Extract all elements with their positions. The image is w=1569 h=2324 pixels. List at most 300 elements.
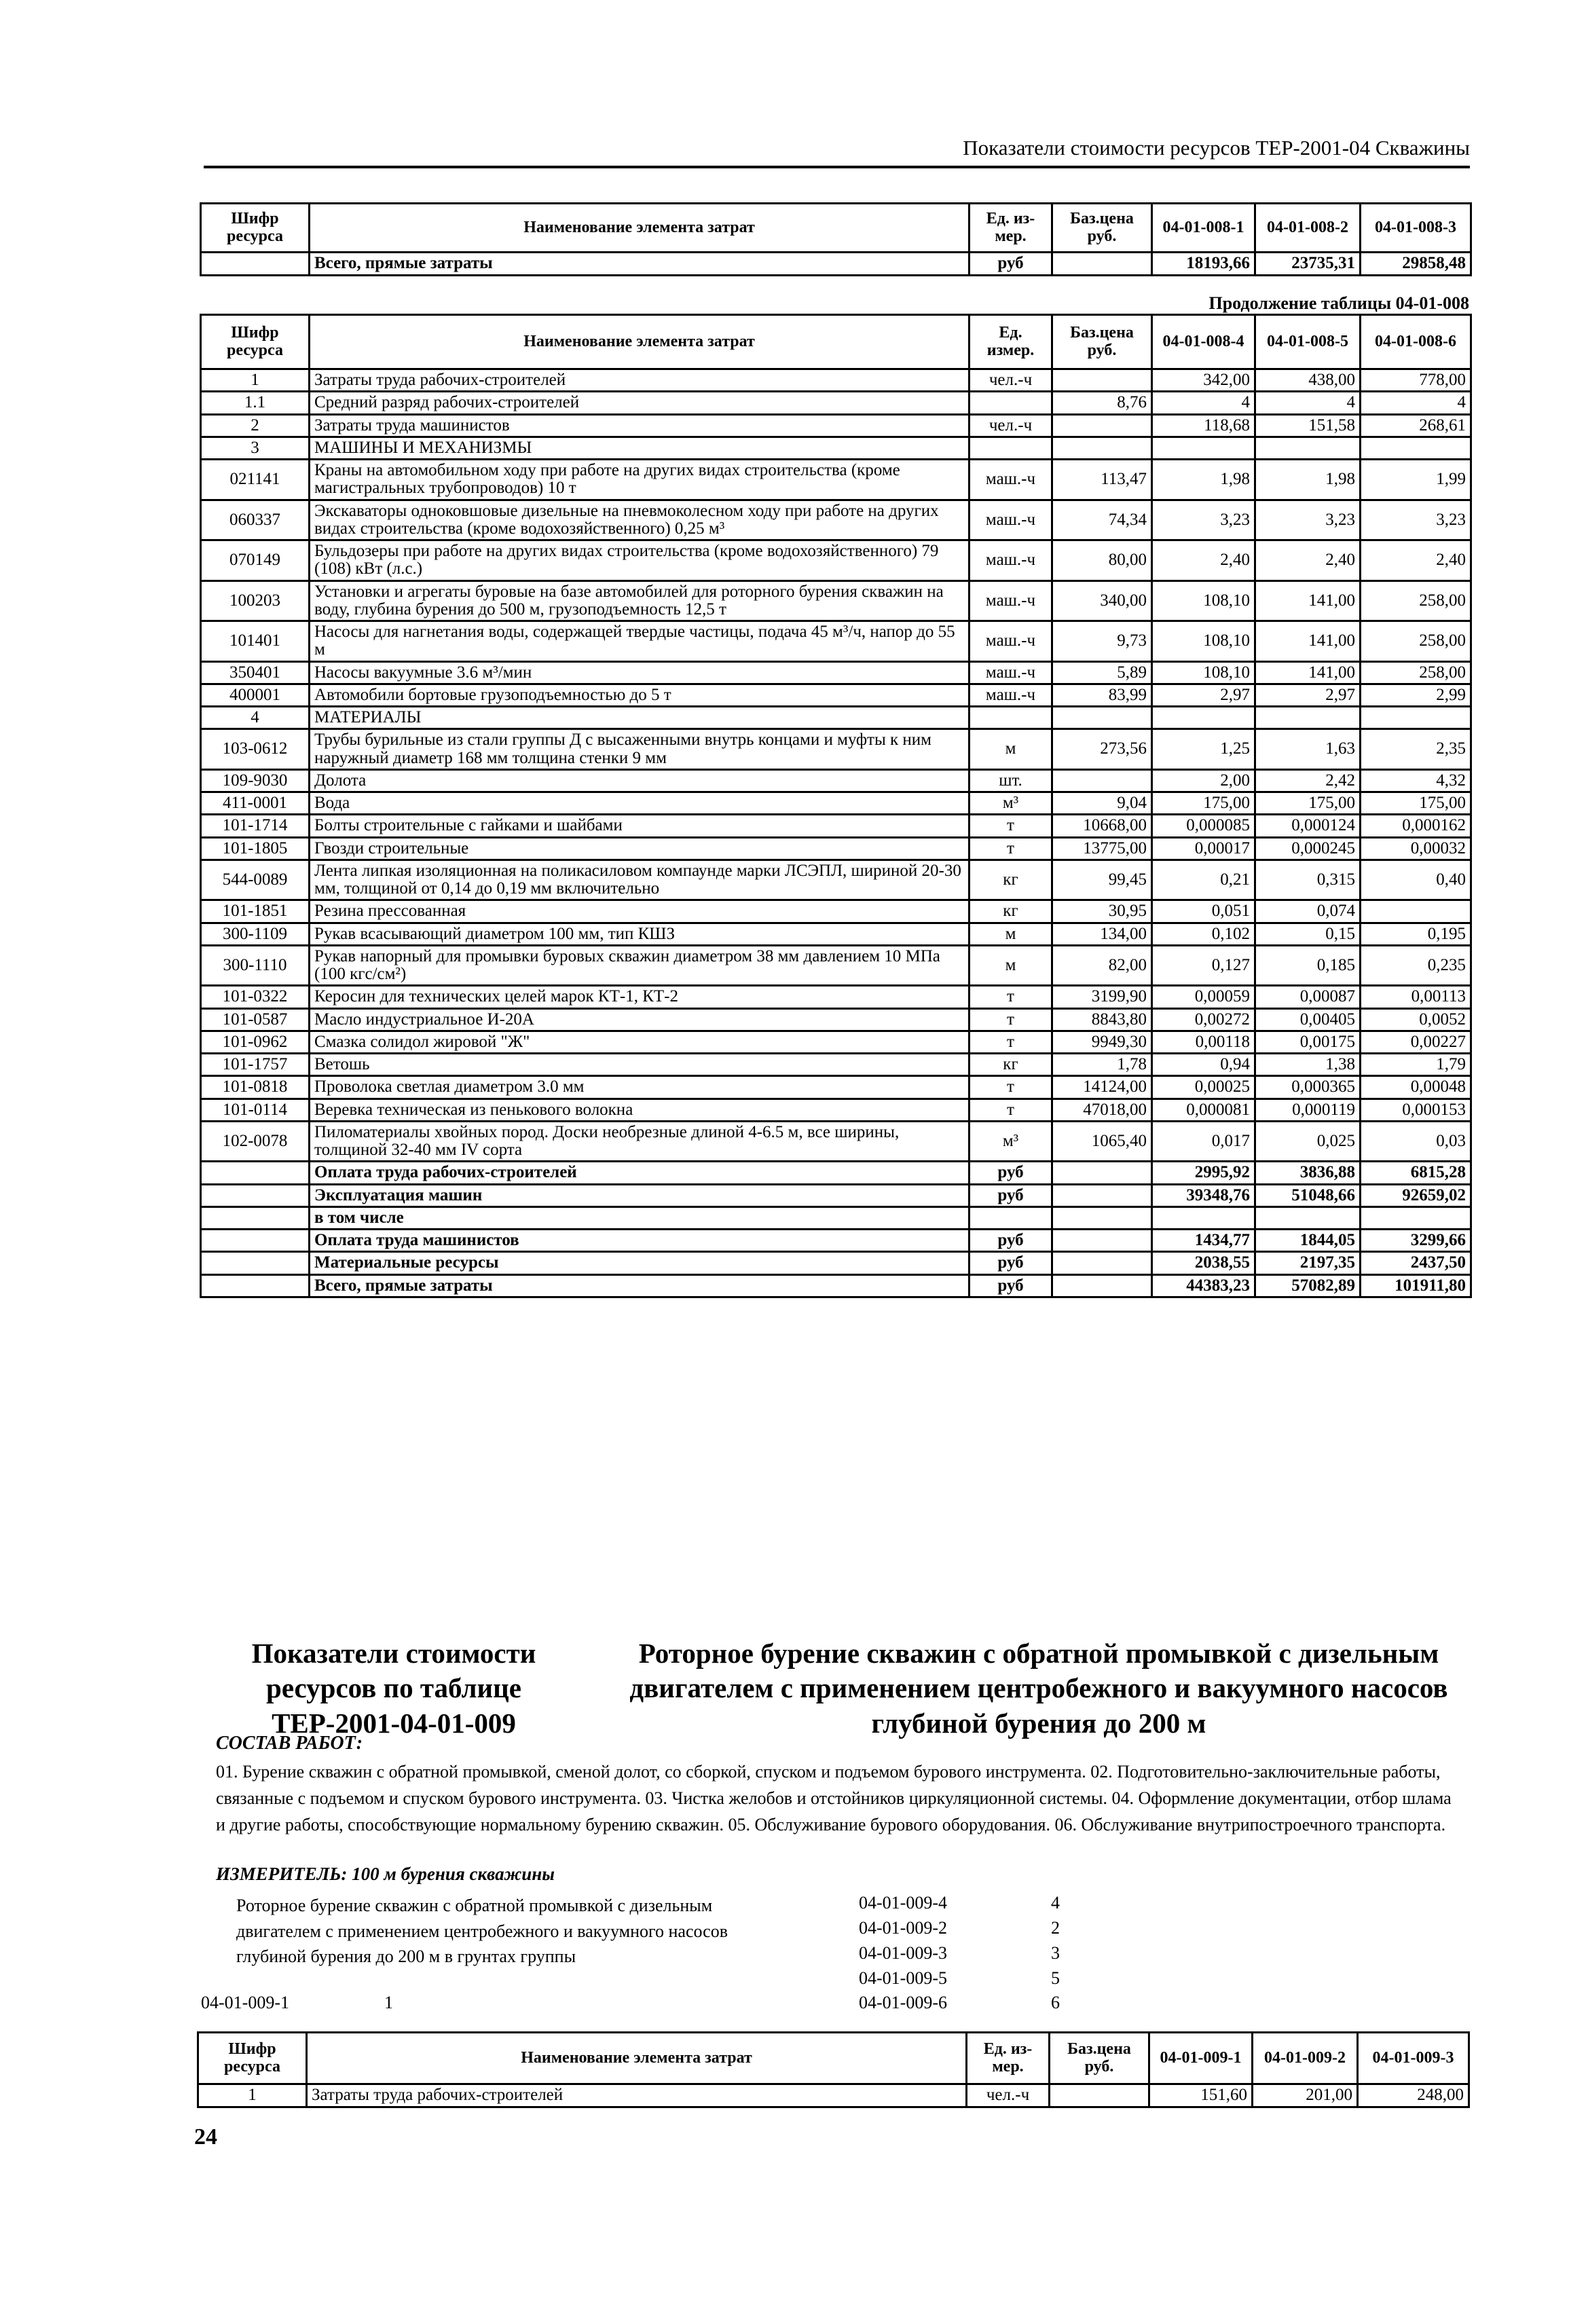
cell-unit: маш.-ч	[970, 661, 1052, 684]
cell-value: 4	[1255, 392, 1361, 414]
cell-unit: т	[970, 1076, 1052, 1099]
cell-unit: маш.-ч	[970, 684, 1052, 706]
table-row	[201, 1162, 1471, 1184]
cell-code: 300-1109	[201, 923, 310, 945]
cell-value: 2,40	[1255, 540, 1361, 581]
table-row	[201, 621, 1471, 662]
list-item-num: 2	[1051, 1918, 1060, 1938]
cell-value: 141,00	[1255, 621, 1361, 662]
cell-value: 0,00175	[1255, 1031, 1361, 1053]
cell-value: 438,00	[1255, 369, 1361, 392]
cell-name: Проволока светлая диаметром 3.0 мм	[310, 1076, 970, 1099]
cell-price: 8843,80	[1052, 1008, 1152, 1031]
cell-value: 258,00	[1361, 621, 1471, 662]
page-number: 24	[194, 2124, 217, 2150]
table-row	[201, 769, 1471, 792]
cell-value: 0,00059	[1152, 986, 1255, 1008]
cell-value: 0,000153	[1361, 1099, 1471, 1121]
table-row	[201, 945, 1471, 986]
cell-price	[1052, 437, 1152, 459]
cell-value: 0,025	[1255, 1121, 1361, 1162]
cell-value: 1,98	[1255, 460, 1361, 500]
cell-value: 1,38	[1255, 1054, 1361, 1076]
cell-unit: т	[970, 986, 1052, 1008]
cell-value: 151,58	[1255, 414, 1361, 437]
cell-unit: кг	[970, 860, 1052, 900]
cell-price	[1052, 1230, 1152, 1252]
cell-price	[1050, 2084, 1149, 2107]
cell-price	[1052, 769, 1152, 792]
cell-unit: м	[970, 729, 1052, 770]
cell-unit: маш.-ч	[970, 540, 1052, 581]
cell-unit: маш.-ч	[970, 621, 1052, 662]
cell-value: 175,00	[1361, 792, 1471, 815]
table-row	[201, 369, 1471, 392]
cell-name: Масло индустриальное И-20А	[310, 1008, 970, 1031]
header-col-2: 04-01-008-5	[1255, 315, 1361, 369]
table-body	[201, 369, 1471, 1297]
cell-name: Рукав напорный для промывки буровых скважин диаметром 38 мм давлением 10 МПа (100 кгс/см²)	[310, 945, 970, 986]
header-unit: Ед. измер.	[970, 315, 1052, 369]
cell-value: 18193,66	[1152, 253, 1255, 276]
cell-price: 3199,90	[1052, 986, 1152, 1008]
table-row	[201, 460, 1471, 500]
cell-price	[1052, 369, 1152, 392]
cell-value	[1152, 437, 1255, 459]
cell-name: Резина прессованная	[310, 900, 970, 923]
cell-unit: руб	[970, 1274, 1052, 1297]
cell-code: 101-1851	[201, 900, 310, 923]
cell-value	[1255, 707, 1361, 729]
cell-unit: т	[970, 837, 1052, 860]
cell-price	[1052, 1162, 1152, 1184]
cell-value: 0,03	[1361, 1121, 1471, 1162]
cell-price	[1052, 707, 1152, 729]
cell-value: 1,25	[1152, 729, 1255, 770]
cell-unit: м³	[970, 1121, 1052, 1162]
cell-value: 2,97	[1255, 684, 1361, 706]
cell-unit: руб	[970, 1252, 1052, 1274]
page-header: Показатели стоимости ресурсов ТЕР-2001-04 Скважины	[204, 136, 1470, 168]
cell-value: 778,00	[1361, 369, 1471, 392]
cell-value	[1361, 1206, 1471, 1229]
cell-unit: чел.-ч	[967, 2084, 1050, 2107]
cell-name: МАШИНЫ И МЕХАНИЗМЫ	[310, 437, 970, 459]
table-row	[198, 2084, 1469, 2107]
cell-value: 0,00087	[1255, 986, 1361, 1008]
cell-price: 99,45	[1052, 860, 1152, 900]
cell-value: 101911,80	[1361, 1274, 1471, 1297]
cell-name: Пиломатериалы хвойных пород. Доски необрезные длиной 4-6.5 м, все ширины, толщиной 32-40 мм IV сорта	[310, 1121, 970, 1162]
cell-value: 108,10	[1152, 661, 1255, 684]
cell-code: 2	[201, 414, 310, 437]
cell-value: 0,00025	[1152, 1076, 1255, 1099]
cell-price: 273,56	[1052, 729, 1152, 770]
cell-value	[1255, 1206, 1361, 1229]
table-row	[201, 392, 1471, 414]
cell-unit: чел.-ч	[970, 414, 1052, 437]
list-description: Роторное бурение скважин с обратной промывкой с дизельным двигателем с применением центробежного и вакуумного насосов глубиной бурения до 200 м в грунтах группы	[236, 1896, 728, 1967]
cell-name: Эксплуатация машин	[310, 1184, 970, 1206]
cell-value: 0,000162	[1361, 815, 1471, 837]
cell-price	[1052, 1206, 1152, 1229]
cell-value: 0,000245	[1255, 837, 1361, 860]
cell-value: 44383,23	[1152, 1274, 1255, 1297]
cell-price: 47018,00	[1052, 1099, 1152, 1121]
cell-code	[201, 1230, 310, 1252]
table-row	[201, 900, 1471, 923]
table-row	[201, 1230, 1471, 1252]
cell-value: 0,235	[1361, 945, 1471, 986]
cell-value: 108,10	[1152, 621, 1255, 662]
cell-name: Установки и агрегаты буровые на базе автомобилей для роторного бурения скважин на воду, глубина бурения до 500 м, грузоподъемность 12,5 т	[310, 580, 970, 621]
cell-unit: м	[970, 945, 1052, 986]
cell-name: Керосин для технических целей марок КТ-1, КТ-2	[310, 986, 970, 1008]
cell-value: 201,00	[1253, 2084, 1358, 2107]
cell-code: 1	[201, 369, 310, 392]
cell-unit: т	[970, 1099, 1052, 1121]
header-col-3: 04-01-009-3	[1358, 2033, 1469, 2084]
cell-name: Веревка техническая из пенькового волокна	[310, 1099, 970, 1121]
cell-value: 39348,76	[1152, 1184, 1255, 1206]
cell-name: Затраты труда рабочих-строителей	[310, 369, 970, 392]
cell-value: 0,195	[1361, 923, 1471, 945]
cell-value: 1434,77	[1152, 1230, 1255, 1252]
cell-name: Экскаваторы одноковшовые дизельные на пневмоколесном ходу при работе на других видах строительства (кроме водохозяйственного) 0,25 м³	[310, 500, 970, 540]
cell-value: 1844,05	[1255, 1230, 1361, 1252]
cell-value: 51048,66	[1255, 1184, 1361, 1206]
cell-unit	[970, 1206, 1052, 1229]
cell-unit	[970, 437, 1052, 459]
cell-unit: руб	[970, 1230, 1052, 1252]
cell-value: 2038,55	[1152, 1252, 1255, 1274]
cell-value: 0,074	[1255, 900, 1361, 923]
cell-value: 1,98	[1152, 460, 1255, 500]
header-unit: Ед. из-мер.	[970, 204, 1052, 253]
cell-value: 0,00118	[1152, 1031, 1255, 1053]
cell-code	[201, 1274, 310, 1297]
cell-value: 2197,35	[1255, 1252, 1361, 1274]
table-row	[201, 815, 1471, 837]
cell-value: 4	[1361, 392, 1471, 414]
cell-code: 1	[198, 2084, 307, 2107]
table-row	[201, 500, 1471, 540]
cell-value: 0,000119	[1255, 1099, 1361, 1121]
cell-price: 14124,00	[1052, 1076, 1152, 1099]
cell-name: Рукав всасывающий диаметром 100 мм, тип КШЗ	[310, 923, 970, 945]
cell-code: 103-0612	[201, 729, 310, 770]
table-row	[201, 1184, 1471, 1206]
cell-value: 141,00	[1255, 661, 1361, 684]
cell-value: 248,00	[1358, 2084, 1469, 2107]
cell-value: 0,40	[1361, 860, 1471, 900]
header-col-1: 04-01-008-4	[1152, 315, 1255, 369]
cell-value: 2437,50	[1361, 1252, 1471, 1274]
cell-name: Оплата труда рабочих-строителей	[310, 1162, 970, 1184]
cell-unit: маш.-ч	[970, 500, 1052, 540]
table-row	[201, 707, 1471, 729]
cell-name: Оплата труда машинистов	[310, 1230, 970, 1252]
cell-unit	[970, 392, 1052, 414]
cell-price: 30,95	[1052, 900, 1152, 923]
cell-price: 13775,00	[1052, 837, 1152, 860]
list-left-num: 1	[384, 1993, 393, 2012]
cell-name: Долота	[310, 769, 970, 792]
list-item-num: 3	[1051, 1943, 1060, 1963]
cell-code: 101-0818	[201, 1076, 310, 1099]
cell-code: 4	[201, 707, 310, 729]
table-row	[201, 1121, 1471, 1162]
cell-price	[1052, 1252, 1152, 1274]
cell-value	[1152, 1206, 1255, 1229]
cell-code	[201, 1206, 310, 1229]
cell-code: 350401	[201, 661, 310, 684]
table-row	[201, 253, 1471, 276]
cell-price: 134,00	[1052, 923, 1152, 945]
header-col-2: 04-01-009-2	[1253, 2033, 1358, 2084]
cell-value: 3,23	[1152, 500, 1255, 540]
table-row	[201, 1076, 1471, 1099]
cell-price: 8,76	[1052, 392, 1152, 414]
list-item-code: 04-01-009-2	[859, 1918, 947, 1938]
list-left-code: 04-01-009-1	[201, 1993, 289, 2012]
cell-value: 3,23	[1361, 500, 1471, 540]
cell-code	[201, 1184, 310, 1206]
cell-unit: т	[970, 1031, 1052, 1053]
cell-name: МАТЕРИАЛЫ	[310, 707, 970, 729]
cell-name: Материальные ресурсы	[310, 1252, 970, 1274]
cell-value: 0,15	[1255, 923, 1361, 945]
cell-value	[1361, 900, 1471, 923]
cell-price: 80,00	[1052, 540, 1152, 581]
cell-value: 0,102	[1152, 923, 1255, 945]
cell-value: 0,00405	[1255, 1008, 1361, 1031]
table-row	[201, 923, 1471, 945]
table-row	[201, 1206, 1471, 1229]
cell-code: 101-0587	[201, 1008, 310, 1031]
cell-name: Вода	[310, 792, 970, 815]
header-price: Баз.цена руб.	[1052, 204, 1152, 253]
header-col-1: 04-01-008-1	[1152, 204, 1255, 253]
cell-code: 101-1757	[201, 1054, 310, 1076]
table-row	[201, 837, 1471, 860]
cell-value: 2,99	[1361, 684, 1471, 706]
cell-code: 102-0078	[201, 1121, 310, 1162]
cell-price	[1052, 1184, 1152, 1206]
cell-code: 101-0962	[201, 1031, 310, 1053]
cell-price: 1,78	[1052, 1054, 1152, 1076]
cell-value: 3836,88	[1255, 1162, 1361, 1184]
table-row	[201, 1008, 1471, 1031]
cell-code: 101-1714	[201, 815, 310, 837]
table-row	[201, 414, 1471, 437]
cell-value: 2,40	[1361, 540, 1471, 581]
table-row	[201, 540, 1471, 581]
table-row	[201, 986, 1471, 1008]
cell-value: 0,315	[1255, 860, 1361, 900]
cell-unit: руб	[970, 253, 1052, 276]
cell-code: 411-0001	[201, 792, 310, 815]
cell-code: 3	[201, 437, 310, 459]
cell-name: Всего, прямые затраты	[310, 253, 970, 276]
cell-price: 5,89	[1052, 661, 1152, 684]
cell-code: 1.1	[201, 392, 310, 414]
cell-value: 0,017	[1152, 1121, 1255, 1162]
cell-value: 2,97	[1152, 684, 1255, 706]
cell-value: 118,68	[1152, 414, 1255, 437]
cell-value: 258,00	[1361, 580, 1471, 621]
cell-price: 83,99	[1052, 684, 1152, 706]
cell-price: 340,00	[1052, 580, 1152, 621]
cell-code: 101-0114	[201, 1099, 310, 1121]
cell-unit: м	[970, 923, 1052, 945]
table-row	[201, 1099, 1471, 1121]
cell-value: 1,79	[1361, 1054, 1471, 1076]
list-item-code: 04-01-009-6	[859, 1993, 947, 2012]
cell-value	[1152, 707, 1255, 729]
cell-unit: чел.-ч	[970, 369, 1052, 392]
cell-code	[201, 1162, 310, 1184]
cell-value: 0,0052	[1361, 1008, 1471, 1031]
table-bottom	[197, 2031, 1470, 2108]
cell-value: 23735,31	[1255, 253, 1361, 276]
cell-unit: маш.-ч	[970, 460, 1052, 500]
cell-value: 0,000081	[1152, 1099, 1255, 1121]
cell-name: Затраты труда рабочих-строителей	[307, 2084, 967, 2107]
cell-price	[1052, 1274, 1152, 1297]
sostav-label: СОСТАВ РАБОТ:	[216, 1733, 363, 1754]
cell-value: 0,051	[1152, 900, 1255, 923]
izmeritel-label: ИЗМЕРИТЕЛЬ: 100 м бурения скважины	[216, 1864, 555, 1884]
cell-value: 175,00	[1255, 792, 1361, 815]
list-item-num: 6	[1051, 1993, 1060, 2012]
cell-price: 74,34	[1052, 500, 1152, 540]
cell-value: 0,00048	[1361, 1076, 1471, 1099]
table-row	[201, 437, 1471, 459]
cell-value	[1361, 437, 1471, 459]
cell-name: Средний разряд рабочих-строителей	[310, 392, 970, 414]
cell-name: Ветошь	[310, 1054, 970, 1076]
table-row	[201, 1054, 1471, 1076]
cell-code: 544-0089	[201, 860, 310, 900]
cell-code: 101-1805	[201, 837, 310, 860]
cell-price	[1052, 414, 1152, 437]
table-main	[200, 314, 1472, 1298]
table-row	[201, 792, 1471, 815]
header-col-3: 04-01-008-6	[1361, 315, 1471, 369]
cell-name: Насосы для нагнетания воды, содержащей твердые частицы, подача 45 м³/ч, напор до 55 м	[310, 621, 970, 662]
cell-value: 141,00	[1255, 580, 1361, 621]
cell-price: 9,04	[1052, 792, 1152, 815]
cell-value: 0,00227	[1361, 1031, 1471, 1053]
cell-code: 021141	[201, 460, 310, 500]
cell-code: 060337	[201, 500, 310, 540]
cell-price: 10668,00	[1052, 815, 1152, 837]
cell-name: Гвозди строительные	[310, 837, 970, 860]
cell-value: 6815,28	[1361, 1162, 1471, 1184]
header-name: Наименование элемента затрат	[307, 2033, 967, 2084]
cell-value: 342,00	[1152, 369, 1255, 392]
cell-value: 0,21	[1152, 860, 1255, 900]
header-price: Баз.цена руб.	[1052, 315, 1152, 369]
cell-code: 101-0322	[201, 986, 310, 1008]
cell-unit: кг	[970, 1054, 1052, 1076]
cell-value: 2,35	[1361, 729, 1471, 770]
cell-value: 4,32	[1361, 769, 1471, 792]
table-row	[201, 1252, 1471, 1274]
table-row	[201, 1031, 1471, 1053]
header-code: Шифр ресурса	[201, 204, 310, 253]
cell-unit: руб	[970, 1184, 1052, 1206]
cell-unit: м³	[970, 792, 1052, 815]
list-item-num: 4	[1051, 1893, 1060, 1913]
section-right-title: Роторное бурение скважин с обратной промывкой с дизельным двигателем с применением центробежного и вакуумного насосов глубиной бурения до 200 м	[629, 1638, 1448, 1739]
header-name: Наименование элемента затрат	[310, 315, 970, 369]
cell-value: 175,00	[1152, 792, 1255, 815]
header-code: Шифр ресурса	[198, 2033, 307, 2084]
cell-value: 0,185	[1255, 945, 1361, 986]
cell-value: 1,63	[1255, 729, 1361, 770]
cell-value: 258,00	[1361, 661, 1471, 684]
cell-code: 400001	[201, 684, 310, 706]
section-left-title: Показатели стоимости ресурсов по таблице ТЕР-2001-04-01-009	[251, 1638, 536, 1739]
cell-value: 2,00	[1152, 769, 1255, 792]
cell-value: 0,00272	[1152, 1008, 1255, 1031]
cell-code: 100203	[201, 580, 310, 621]
cell-value: 2,40	[1152, 540, 1255, 581]
cell-unit: т	[970, 1008, 1052, 1031]
cell-value: 0,94	[1152, 1054, 1255, 1076]
cell-price: 1065,40	[1052, 1121, 1152, 1162]
cell-code: 101401	[201, 621, 310, 662]
cell-value: 29858,48	[1361, 253, 1471, 276]
cell-value: 108,10	[1152, 580, 1255, 621]
cell-value: 0,000365	[1255, 1076, 1361, 1099]
cell-unit: т	[970, 815, 1052, 837]
cell-unit	[970, 707, 1052, 729]
sostav-text: 01. Бурение скважин с обратной промывкой, сменой долот, со сборкой, спуском и подъемом бурового инструмента. 02. Подготовительно-заключительные работы, связанные с подъемом и спуском бурового инструмента. 03. Чистка желобов и отстойников циркуляционной системы. 04. Оформление документации, отбор шлама и другие работы, способствующие нормальному бурению скважин. 05. Обслуживание бурового оборудования. 06. Обслуживание внутрипостроечного транспорта.	[216, 1762, 1452, 1834]
table-row	[201, 661, 1471, 684]
cell-value: 3299,66	[1361, 1230, 1471, 1252]
cell-value: 1,99	[1361, 460, 1471, 500]
cell-price: 9,73	[1052, 621, 1152, 662]
cell-name: Насосы вакуумные 3.6 м³/мин	[310, 661, 970, 684]
cell-value: 0,00032	[1361, 837, 1471, 860]
list-item-num: 5	[1051, 1968, 1060, 1988]
cell-unit: руб	[970, 1162, 1052, 1184]
list-item-code: 04-01-009-3	[859, 1943, 947, 1963]
cell-value	[1255, 437, 1361, 459]
cell-value: 0,00113	[1361, 986, 1471, 1008]
continuation-label: Продолжение таблицы 04-01-008	[1208, 293, 1469, 313]
cell-value: 0,000124	[1255, 815, 1361, 837]
cell-value: 268,61	[1361, 414, 1471, 437]
cell-value: 2995,92	[1152, 1162, 1255, 1184]
cell-price: 82,00	[1052, 945, 1152, 986]
cell-name: Лента липкая изоляционная на поликасиловом компаунде марки ЛСЭПЛ, шириной 20-30 мм, толщиной от 0,14 до 0,19 мм включительно	[310, 860, 970, 900]
table-top	[200, 202, 1472, 276]
cell-unit: маш.-ч	[970, 580, 1052, 621]
cell-name: Болты строительные с гайками и шайбами	[310, 815, 970, 837]
cell-name: Бульдозеры при работе на других видах строительства (кроме водохозяйственного) 79 (108) кВт (л.с.)	[310, 540, 970, 581]
cell-unit: кг	[970, 900, 1052, 923]
header-unit: Ед. из-мер.	[967, 2033, 1050, 2084]
cell-name: Смазка солидол жировой "Ж"	[310, 1031, 970, 1053]
table-row	[201, 580, 1471, 621]
cell-code: 109-9030	[201, 769, 310, 792]
cell-value: 92659,02	[1361, 1184, 1471, 1206]
cell-name: в том числе	[310, 1206, 970, 1229]
